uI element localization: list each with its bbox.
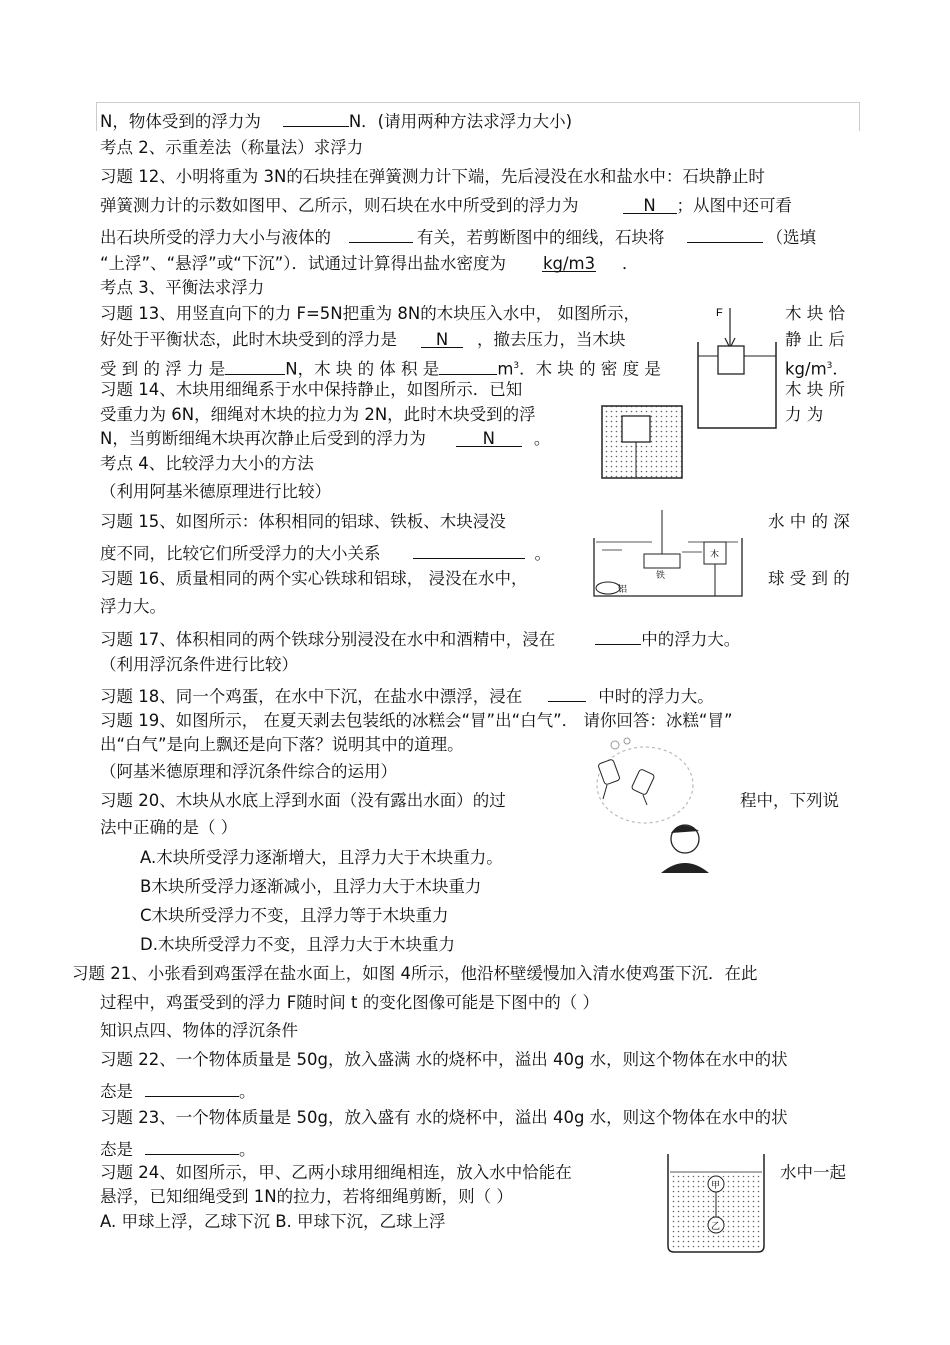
figure-q15-objects	[592, 508, 748, 600]
q14-line-1: 习题 14、木块用细绳系于水中保持静止，如图所示．已知	[100, 380, 523, 399]
q24-line-2: 悬浮，已知细绳受到 1N的拉力，若将细绳剪断，则（ ）	[100, 1187, 513, 1206]
q23-line-1: 习题 23、一个物体质量是 50g，放入盛有 水的烧杯中，溢出 40g 水，则这个物体在水中的状	[100, 1108, 788, 1127]
q24-line-3: A. 甲球上浮，乙球下沉 B. 甲球下沉，乙球上浮	[100, 1212, 446, 1231]
q21-line-1: 习题 21、小张看到鸡蛋浮在盐水面上，如图 4所示，他沿杯壁缓慢加入清水使鸡蛋下沉．在此	[72, 964, 758, 983]
q13-line-2: 好处于平衡状态，此时木块受到的浮力是 N ，撤去压力，当木块	[100, 330, 626, 349]
q20-line-1-right: 程中，下列说	[740, 791, 839, 810]
q15-line-2: 度不同，比较它们所受浮力的大小关系 。	[100, 540, 551, 565]
q20-line-1: 习题 20、木块从水底上浮到水面（没有露出水面）的过	[100, 791, 506, 810]
heading-kaodian-2: 考点 2、示重差法（称量法）求浮力	[100, 138, 364, 157]
q20-option-c: C木块所受浮力不变，且浮力等于木块重力	[140, 906, 449, 925]
q20-line-2: 法中正确的是（ ）	[100, 818, 238, 837]
q14-line-3: N，当剪断细绳木块再次静止后受到的浮力为 N 。	[100, 429, 551, 448]
q17-line: 习题 17、体积相同的两个铁球分别浸没在水中和酒精中，浸在 中的浮力大。	[100, 626, 740, 651]
figure-q13-beaker	[690, 300, 780, 430]
q16-line-2: 浮力大。	[100, 597, 166, 616]
q21-line-2: 过程中，鸡蛋受到的浮力 F随时间 t 的变化图像可能是下图中的（ ）	[100, 993, 599, 1012]
q23-line-2: 态是 。	[100, 1136, 256, 1161]
method-2: （利用浮沉条件进行比较）	[100, 655, 298, 674]
ball-yi-label: 乙	[711, 1221, 721, 1231]
wood-label: 木	[710, 549, 720, 559]
q13-line-2-right: 静 止 后	[785, 330, 845, 349]
q18-line: 习题 18、同一个鸡蛋，在水中下沉，在盐水中漂浮，浸在 中时的浮力大。	[100, 683, 714, 708]
figure-q24-beaker	[662, 1150, 772, 1255]
q12-line-2: 弹簧测力计的示数如图甲、乙所示，则石块在水中所受到的浮力为 N ；从图中还可看	[100, 196, 792, 215]
q19-line-2: 出“白气”是向上飘还是向下落？说明其中的道理。	[100, 735, 464, 754]
q20-option-b: B木块所受浮力逐渐减小，且浮力大于木块重力	[140, 877, 482, 896]
q13-line-3-right: $kg/m^3$．	[785, 359, 849, 379]
q15-line-1-right: 水 中 的 深	[768, 512, 850, 531]
q12-line-3: 出石块所受的浮力大小与液体的 有关，若剪断图中的细线，石块将 （选填	[100, 224, 816, 249]
figure-q19-icecream	[585, 735, 715, 875]
q13-line-1-right: 木 块 恰	[785, 304, 845, 323]
q14-line-1-right: 木 块 所	[785, 380, 845, 399]
ball-jia-label: 甲	[711, 1180, 721, 1190]
q14-line-2: 受重力为 6N，细绳对木块的拉力为 2N，此时木块受到的浮	[100, 405, 536, 424]
q24-line-1-right: 水中一起	[780, 1163, 846, 1182]
heading-kaodian-4: 考点 4、比较浮力大小的方法	[100, 454, 314, 473]
q20-option-a: A.木块所受浮力逐渐增大，且浮力大于木块重力。	[140, 848, 503, 867]
q19-line-1: 习题 19、如图所示， 在夏天剥去包装纸的冰糕会“冒”出“白气”． 请你回答：冰糕“冒”	[100, 711, 733, 730]
figure-q14-beaker	[600, 400, 684, 480]
q15-line-1: 习题 15、如图所示：体积相同的铝球、铁板、木块浸没	[100, 512, 506, 531]
q16-line-1: 习题 16、质量相同的两个实心铁球和铝球， 浸没在水中，	[100, 569, 528, 588]
q13-line-1: 习题 13、用竖直向下的力 F=5N把重为 8N的木块压入水中， 如图所示，	[100, 304, 640, 323]
force-label: F	[716, 307, 723, 319]
method-1: （利用阿基米德原理进行比较）	[100, 482, 331, 501]
heading-zhishidian-4: 知识点四、物体的浮沉条件	[100, 1021, 298, 1040]
q14-line-2-right: 力 为	[785, 405, 824, 424]
q24-line-1: 习题 24、如图所示，甲、乙两小球用细绳相连，放入水中恰能在	[100, 1163, 572, 1182]
q16-line-1-right: 球 受 到 的	[768, 569, 850, 588]
aluminum-label: 铝	[618, 584, 628, 594]
q22-line-1: 习题 22、一个物体质量是 50g，放入盛满 水的烧杯中，溢出 40g 水，则这个物体在水中的状	[100, 1050, 788, 1069]
q22-line-2: 态是 。	[100, 1078, 256, 1103]
q12-line-4: “上浮”、“悬浮”或“下沉”）．试通过计算得出盐水密度为 kg/m3 ．	[100, 254, 639, 273]
iron-label: 铁	[656, 570, 666, 580]
q12-line-1: 习题 12、小明将重为 3N的石块挂在弹簧测力计下端，先后浸没在水和盐水中：石块静止时	[100, 167, 765, 186]
line-1: N，物体受到的浮力为 N．(请用两种方法求浮力大小)	[100, 108, 572, 133]
method-3: （阿基米德原理和浮沉条件综合的运用）	[100, 762, 397, 781]
q13-line-3: 受 到 的 浮 力 是 N，木 块 的 体 积 是 $m^3$．木 块 的 密 度 是	[100, 355, 661, 381]
heading-kaodian-3: 考点 3、平衡法求浮力	[100, 278, 265, 297]
q20-option-d: D.木块所受浮力不变，且浮力大于木块重力	[140, 935, 455, 954]
